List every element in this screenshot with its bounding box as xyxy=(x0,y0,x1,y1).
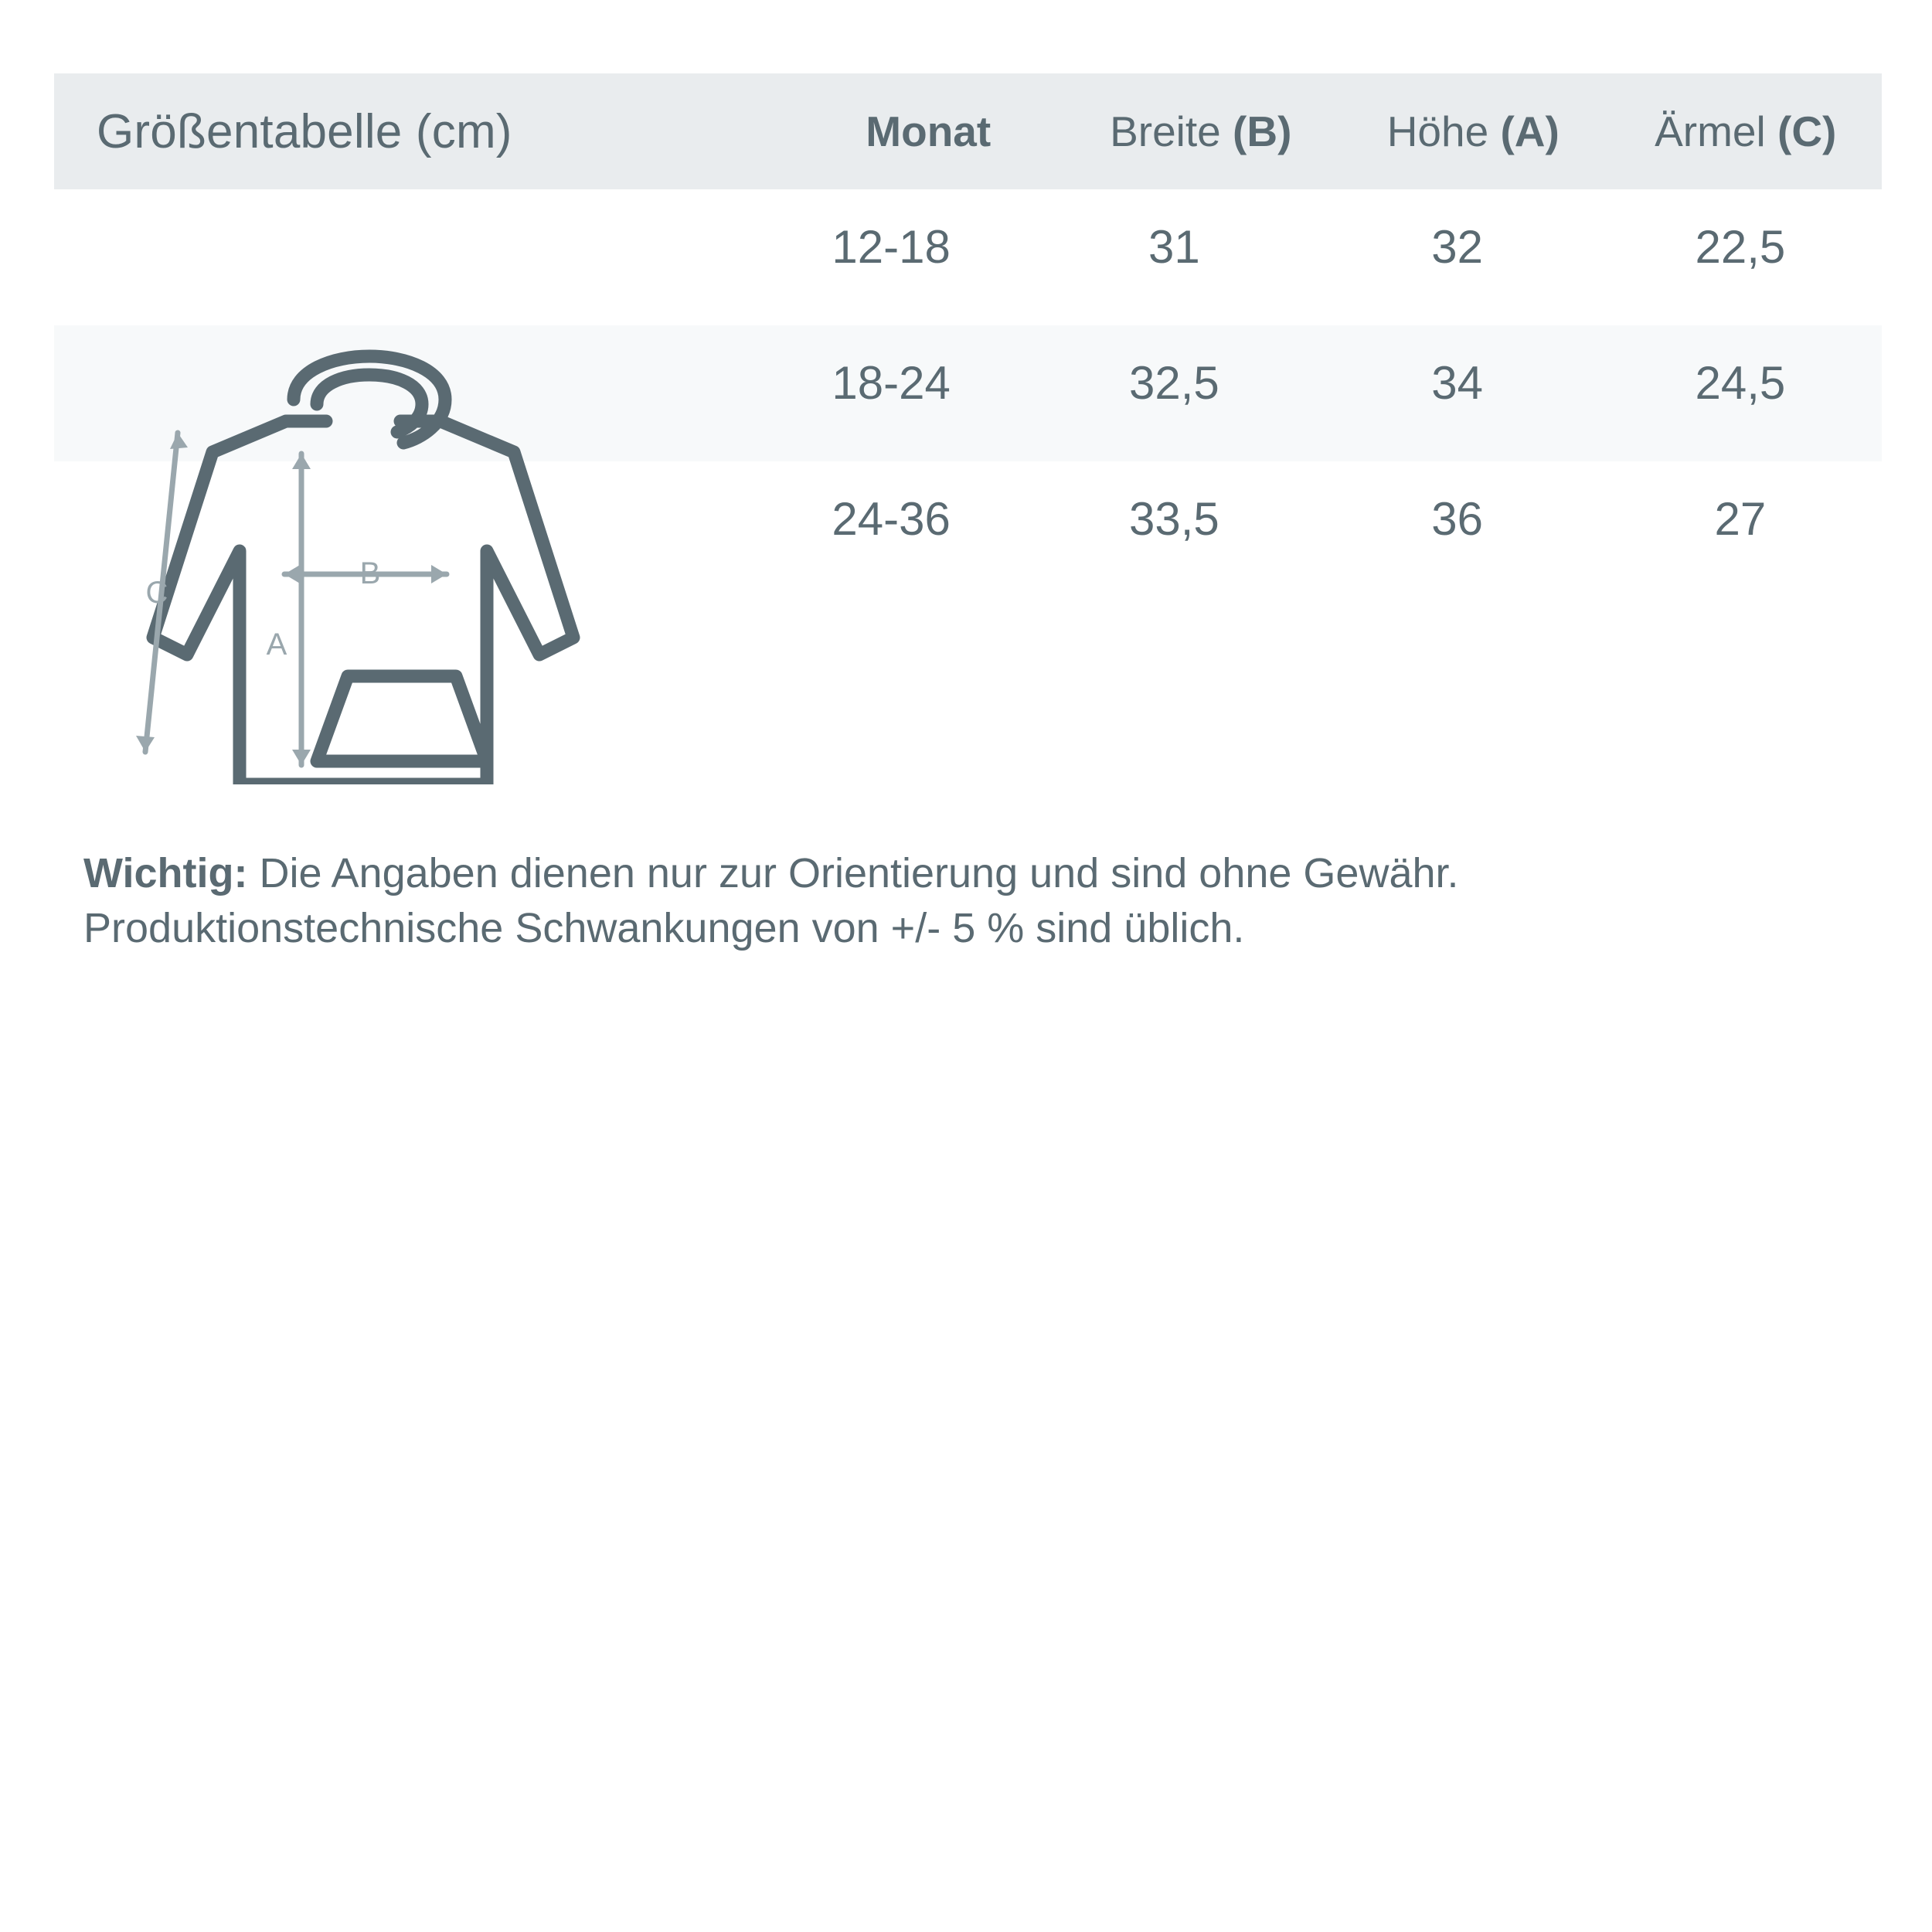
column-header-breite xyxy=(1065,107,1338,156)
dimension-label-c: C xyxy=(145,576,168,610)
cell-monat: 18-24 xyxy=(832,357,951,409)
cell-hoehe: 32 xyxy=(1431,221,1483,273)
column-header-breite-letter: (B) xyxy=(1233,107,1292,155)
disclaimer-text: Die Angaben dienen nur zur Orientierung und sind ohne Gewähr. Produktionstechnische Schwankungen von +/- 5 % sind üblich. xyxy=(83,850,1459,952)
column-header-hoehe xyxy=(1337,107,1610,156)
cell-breite: 33,5 xyxy=(1128,493,1219,545)
column-header-hoehe-letter: (A) xyxy=(1500,107,1560,155)
cell-monat: 12-18 xyxy=(832,221,951,273)
table-row xyxy=(54,189,1882,325)
dimension-label-b: B xyxy=(359,556,381,590)
column-header-aermel-letter: (C) xyxy=(1777,107,1837,155)
column-header-hoehe-label: Höhe xyxy=(1386,107,1501,155)
cell-hoehe: 34 xyxy=(1431,357,1483,409)
column-header-monat xyxy=(792,107,1065,156)
size-chart xyxy=(54,73,1882,662)
size-chart-header-row xyxy=(54,73,1882,189)
cell-aermel: 24,5 xyxy=(1695,357,1786,409)
cell-breite: 31 xyxy=(1148,221,1200,273)
dimension-label-a: A xyxy=(266,628,287,662)
disclaimer-lead: Wichtig: xyxy=(83,850,248,896)
disclaimer-note xyxy=(83,846,1853,957)
size-chart-body xyxy=(54,189,1882,662)
cell-aermel: 27 xyxy=(1714,493,1767,545)
column-header-monat-label: Monat xyxy=(866,107,992,155)
column-header-aermel-label: Ärmel xyxy=(1655,107,1778,155)
cell-monat: 24-36 xyxy=(832,493,951,545)
table-row xyxy=(54,461,1882,597)
cell-aermel: 22,5 xyxy=(1695,221,1786,273)
column-header-breite-label: Breite xyxy=(1110,107,1233,155)
table-row xyxy=(54,325,1882,461)
cell-hoehe: 36 xyxy=(1431,493,1483,545)
page-title: Größentabelle (cm) xyxy=(97,104,512,158)
cell-breite: 32,5 xyxy=(1128,357,1219,409)
column-header-aermel xyxy=(1610,107,1883,156)
